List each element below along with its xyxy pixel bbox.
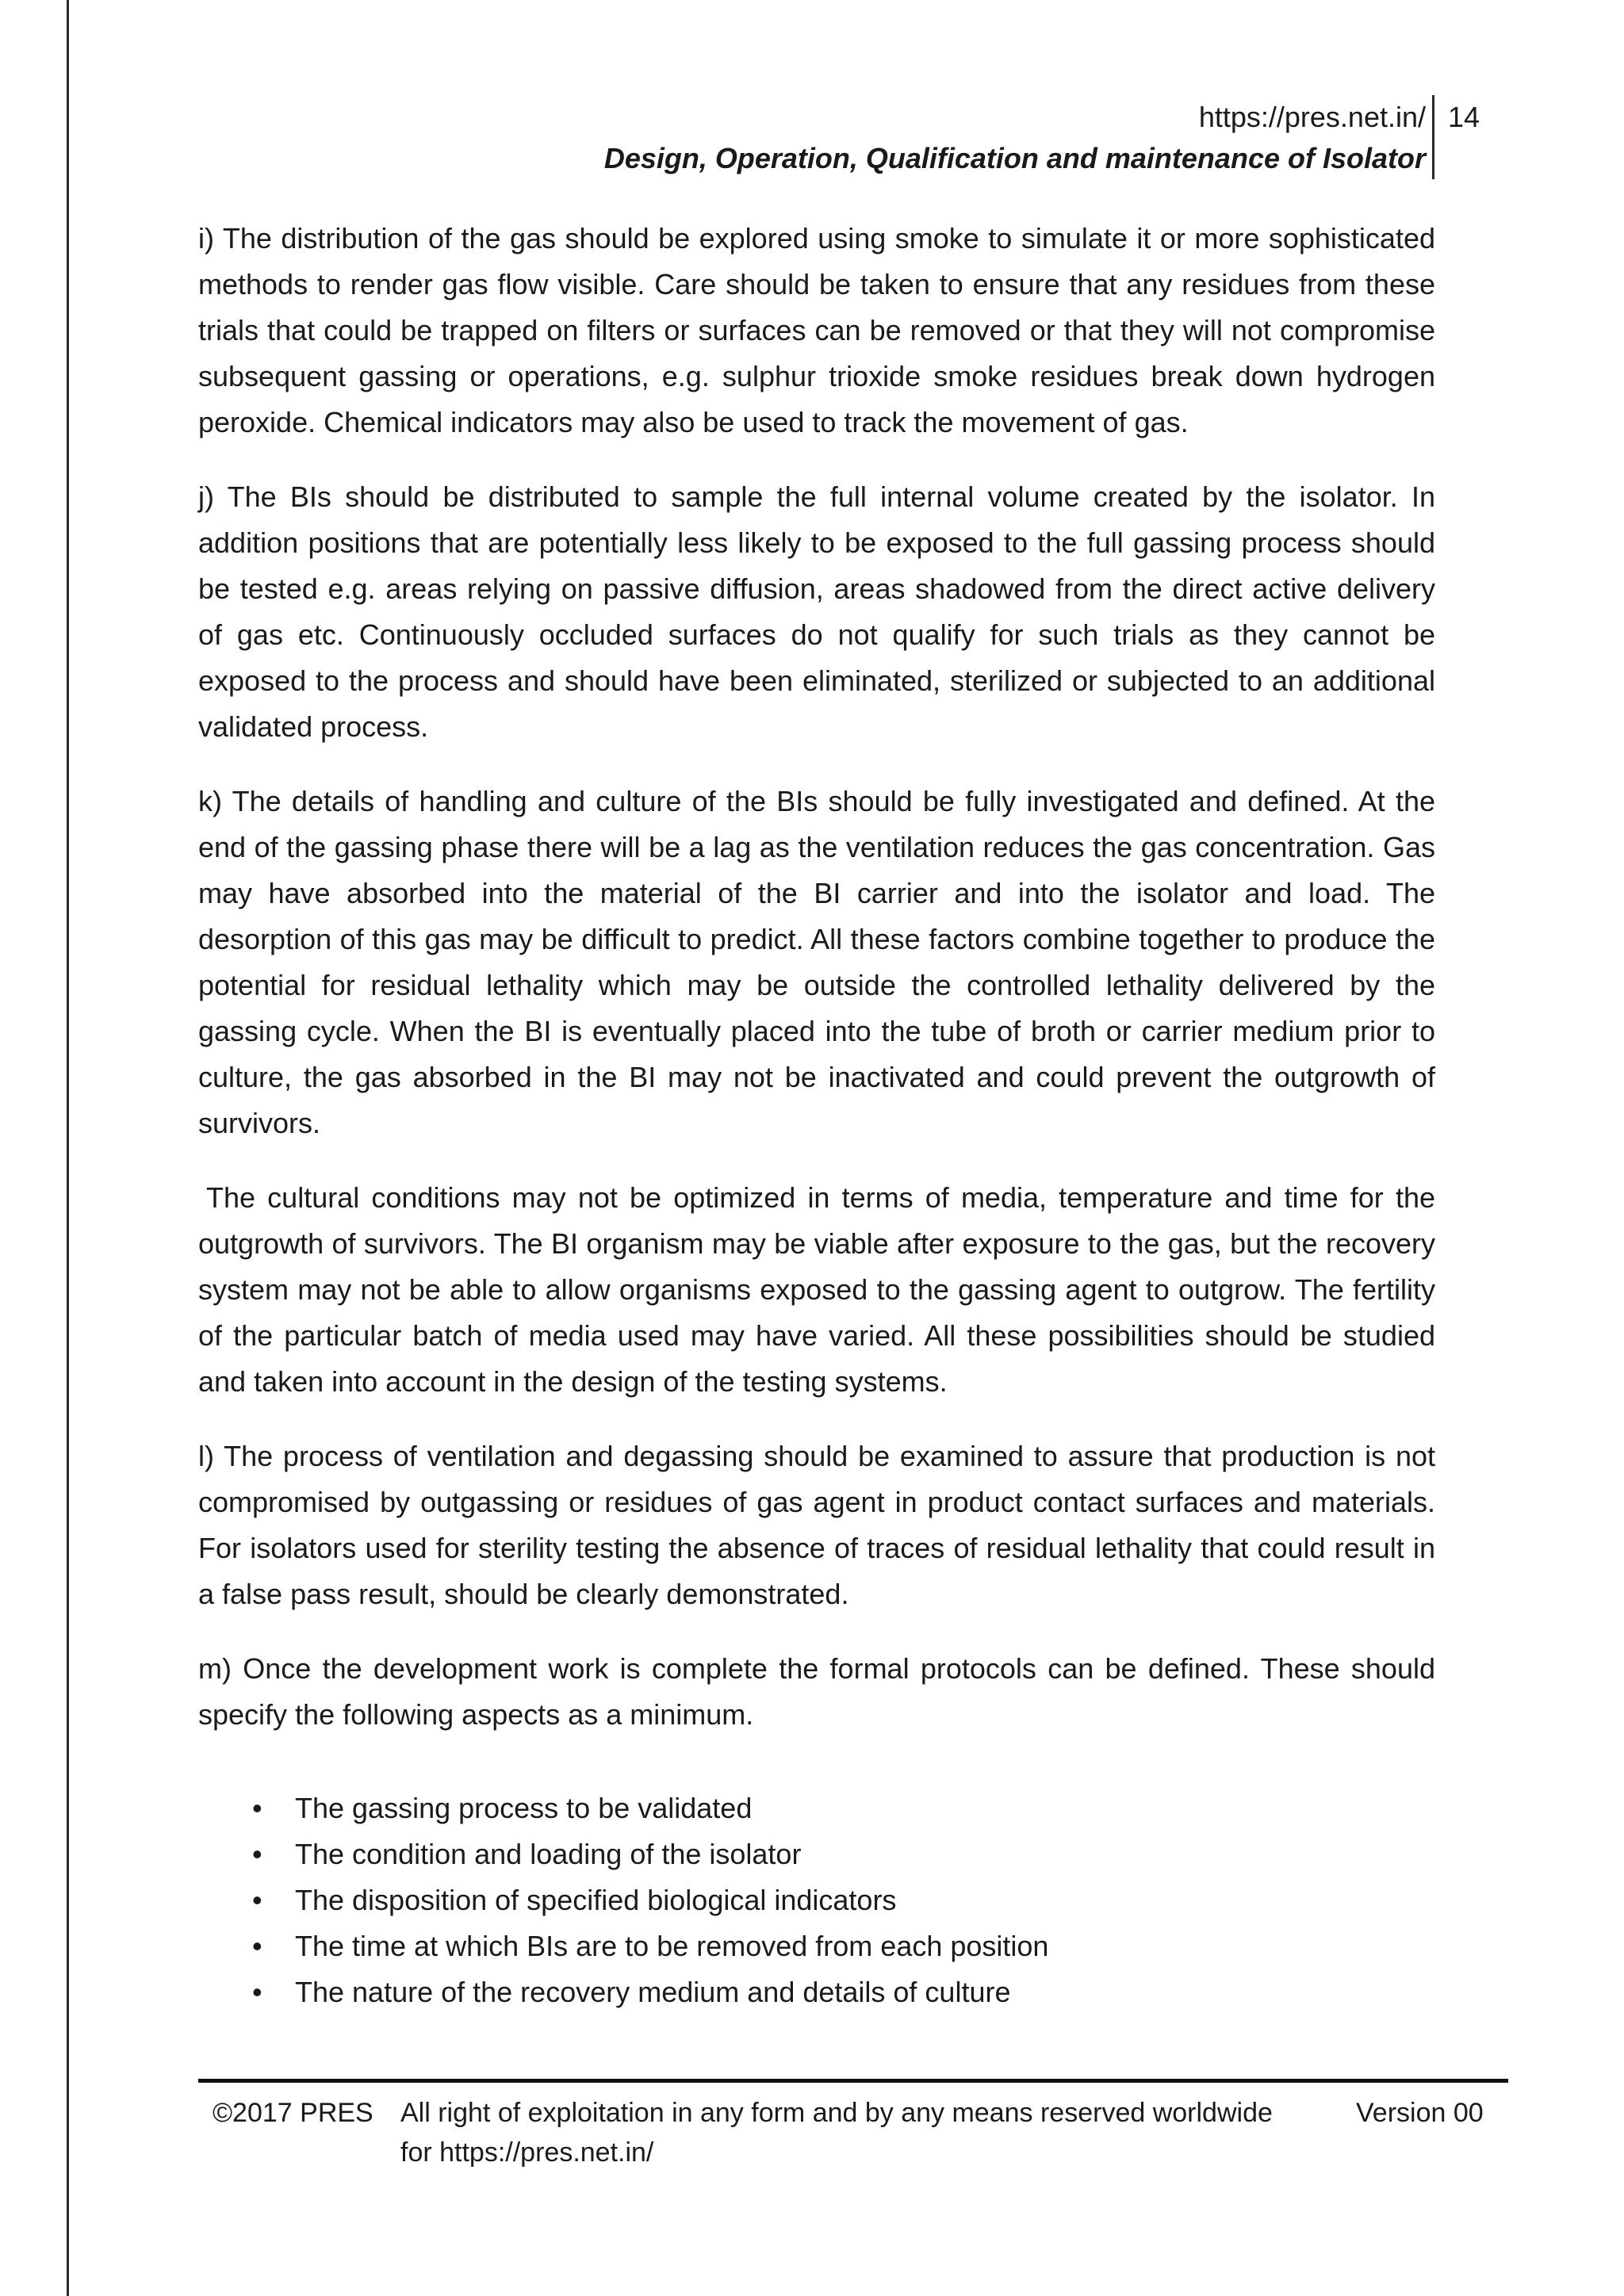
list-item-text: The gassing process to be validated <box>295 1792 753 1824</box>
header-url[interactable]: https://pres.net.in/ <box>1198 101 1426 133</box>
list-item-text: The condition and loading of the isolator <box>295 1838 802 1870</box>
document-title: Design, Operation, Qualification and maintenance of Isolator <box>603 142 1426 174</box>
footer-copyright: ©2017 PRES <box>213 2098 373 2128</box>
bullet-icon: • <box>252 1976 262 2008</box>
list-item <box>198 1969 1435 2015</box>
paragraph-l: l) The process of ventilation and degassing should be examined to assure that production is not compromised by outgassing or residues of gas agent in product contact surfaces and materials. For isolators used for sterility testing the absence of traces of residual lethality that could result in a false pass result, should be clearly demonstrated. <box>198 1440 1435 1610</box>
left-margin-rule <box>67 0 69 2296</box>
protocol-aspects-list <box>198 1785 1435 2015</box>
header-divider <box>1432 95 1434 179</box>
paragraph-m: m) Once the development work is complete the formal protocols can be defined. These should specify the following aspects as a minimum. <box>198 1652 1435 1731</box>
bullet-icon: • <box>252 1930 262 1962</box>
list-item <box>198 1877 1435 1923</box>
footer-divider <box>198 2079 1508 2083</box>
bullet-icon: • <box>252 1884 262 1916</box>
paragraph-j: j) The BIs should be distributed to sample the full internal volume created by the isolator. In addition positions that are potentially less likely to be exposed to the full gassing process should be tested e.g. areas relying on passive diffusion, areas shadowed from the direct active delivery of gas etc. Continuously occluded surfaces do not qualify for such trials as they cannot be exposed to the process and should have been eliminated, sterilized or subjected to an additional validated process. <box>198 480 1435 743</box>
footer-rights-line: All right of exploitation in any form and by any means reserved worldwide <box>400 2098 1273 2128</box>
page-number: 14 <box>1448 101 1480 133</box>
footer-version: Version 00 <box>1356 2098 1484 2128</box>
document-body <box>198 216 1435 2015</box>
list-item <box>198 1831 1435 1877</box>
list-item <box>198 1785 1435 1831</box>
list-item-text: The nature of the recovery medium and details of culture <box>295 1976 1011 2008</box>
bullet-icon: • <box>252 1792 262 1824</box>
paragraph-cultural-conditions: The cultural conditions may not be optimized in terms of media, temperature and time for the outgrowth of survivors. The BI organism may be viable after exposure to the gas, but the recovery system may not be able to allow organisms exposed to the gassing agent to outgrow. The fertility of the particular batch of media used may have varied. All these possibilities should be studied and taken into account in the design of the testing systems. <box>198 1181 1435 1398</box>
list-item <box>198 1923 1435 1969</box>
paragraph-k: k) The details of handling and culture of the BIs should be fully investigated and defined. At the end of the gassing phase there will be a lag as the ventilation reduces the gas concentration. Gas may have absorbed into the material of the BI carrier and into the isolator and load. The desorption of this gas may be difficult to predict. All these factors combine together to produce the potential for residual lethality which may be outside the controlled lethality delivered by the gassing cycle. When the BI is eventually placed into the tube of broth or carrier medium prior to culture, the gas absorbed in the BI may not be inactivated and could prevent the outgrowth of survivors. <box>198 785 1435 1139</box>
bullet-icon: • <box>252 1838 262 1870</box>
list-item-text: The time at which BIs are to be removed from each position <box>295 1930 1049 1962</box>
footer-rights <box>400 2093 1312 2172</box>
list-item-text: The disposition of specified biological indicators <box>295 1884 897 1916</box>
footer-rights-link[interactable]: for https://pres.net.in/ <box>400 2137 654 2168</box>
paragraph-i: i) The distribution of the gas should be explored using smoke to simulate it or more sophisticated methods to render gas flow visible. Care should be taken to ensure that any residues from these trials that could be trapped on filters or surfaces can be removed or that they will not compromise subsequent gassing or operations, e.g. sulphur trioxide smoke residues break down hydrogen peroxide. Chemical indicators may also be used to track the movement of gas. <box>198 222 1435 438</box>
page-header <box>604 97 1426 179</box>
